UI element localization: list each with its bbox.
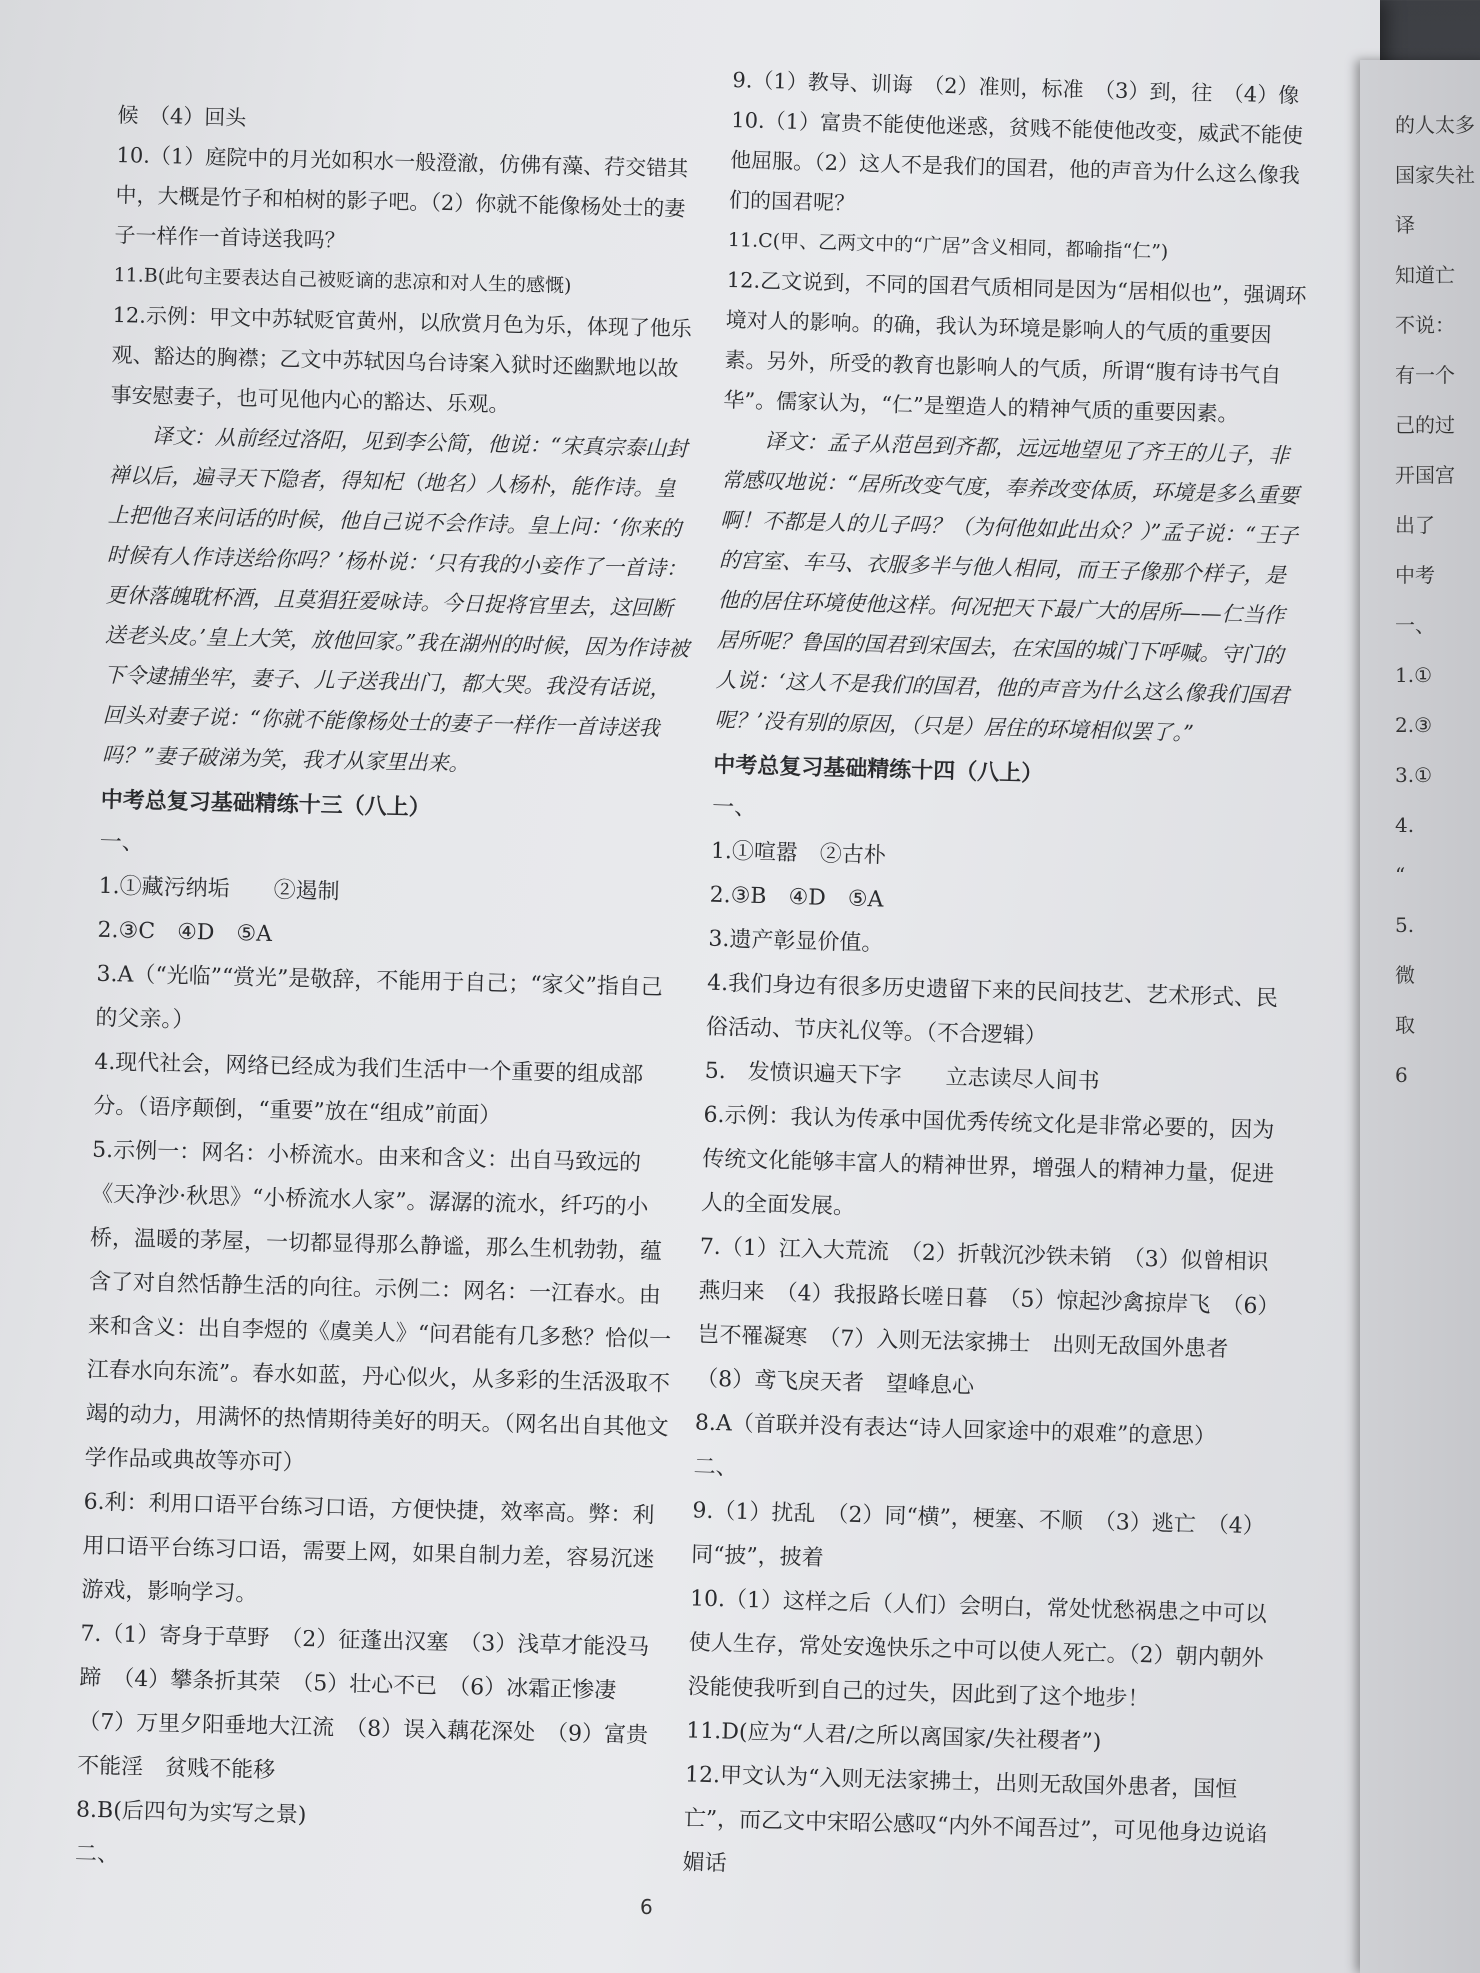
- text-line: 候 （4）回头: [117, 102, 247, 131]
- section-title: 中考总复习基础精练十四（八上）: [712, 752, 1044, 787]
- edge-line: 己的过: [1395, 413, 1455, 437]
- answer-line: 3.A（“光临”“赏光”是敬辞，不能用于自己；“家父”指自己的父亲。）: [95, 961, 664, 1034]
- answer-line: 8.B(后四句为实写之景): [75, 1797, 307, 1829]
- edge-line: 开国宫: [1395, 463, 1455, 487]
- edge-line: 1.①: [1395, 663, 1433, 687]
- edge-line: 4.: [1395, 813, 1415, 837]
- translation-paragraph: 译文：从前经过洛阳，见到李公简，他说：“宋真宗泰山封禅以后，遍寻天下隐者，得知杞（地名）人杨朴，能作诗。皇上把他召来问话的时候，他自己说不会作诗。皇上问：‘你来的时候有人作诗送给你吗？’杨朴说：‘只有我的小妾作了一首诗：更休落魄耽杯酒，且莫猖狂爱咏诗。今日捉将官里去，这回断送老头皮。’皇上大笑，放他回家。”我在湖州的时候，因为作诗被下令逮捕坐牢，妻子、儿子送我出门，都大哭。我没有话说，回头对妻子说：“你就不能像杨处士的妻子一样作一首诗送我吗？”妻子破涕为笑，我才从家里出来。: [101, 423, 690, 776]
- answer-line: 2.③B ④D ⑤A: [709, 882, 884, 913]
- section-mark: 一、: [99, 829, 145, 856]
- answer-line: 4.现代社会，网络已经成为我们生活中一个重要的组成部分。（语序颠倒，“重要”放在“组成”前面）: [92, 1049, 644, 1129]
- answer-line: 9.（1）扰乱 （2）同“横”，梗塞、不顺 （3）逃亡 （4）同“披”，披着: [690, 1498, 1266, 1572]
- answer-line: 4.我们身边有很多历史遗留下来的民间技艺、艺术形式、民俗活动、节庆礼仪等。（不合逻辑）: [705, 970, 1279, 1050]
- page-number: 6: [640, 1895, 653, 1919]
- answer-line: 2.③C ④D ⑤A: [97, 917, 273, 948]
- section-mark: 二、: [693, 1454, 739, 1481]
- answer-line: 6.示例：我认为传承中国优秀传统文化是非常必要的，因为传统文化能够丰富人的精神世界，增强人的精神力量，促进人的全面发展。: [700, 1102, 1275, 1220]
- answer-line: 10.（1）这样之后（人们）会明白，常处忧愁祸患之中可以使人生存，常处安逸快乐之中可以使人死亡。（2）朝内朝外没能使我听到自己的过失，因此到了这个地步！: [687, 1586, 1268, 1713]
- edge-line: 3.①: [1395, 763, 1433, 787]
- translation-paragraph: 译文：孟子从范邑到齐都，远远地望见了齐王的儿子，非常感叹地说：“居所改变气度，奉养改变体质，环境是多么重要啊！不都是人的儿子吗？（为何他如此出众？）”孟子说：“王子的宫室、车马、衣服多半与他人相同，而王子像那个样子，是他的居住环境使他这样。何况把天下最广大的居所——仁当作居所呢？鲁国的国君到宋国去，在宋国的城门下呼喊。守门的人说：‘这人不是我们的国君，他的声音为什么这么像我们国君呢？’没有别的原因，（只是）居住的环境相似罢了。”: [714, 429, 1300, 746]
- text-line: 11.C(甲、乙两文中的“广居”含义相同，都喻指“仁”): [727, 228, 1169, 264]
- edge-line: 5.: [1395, 913, 1415, 937]
- text-line: 12.示例：甲文中苏轼贬官黄州，以欣赏月色为乐，体现了他乐观、豁达的胸襟；乙文中苏轼因乌台诗案入狱时还幽默地以故事安慰妻子，也可见他内心的豁达、乐观。: [110, 302, 693, 417]
- edge-line: 不说：: [1395, 313, 1455, 337]
- text-line: 10.（1）庭院中的月光如积水一般澄澈，仿佛有藻、荇交错其中，大概是竹子和柏树的影子吧。（2）你就不能像杨处士的妻子一样作一首诗送我吗？: [114, 142, 689, 253]
- edge-line: 中考: [1395, 563, 1435, 587]
- edge-line: 取: [1395, 1013, 1415, 1037]
- answer-line: 8.A（首联并没有表达“诗人回家途中的艰难”的意思）: [694, 1410, 1217, 1451]
- answer-line: 6.利：利用口语平台练习口语，方便快捷，效率高。弊：利用口语平台练习口语，需要上网，如果自制力差，容易沉迷游戏，影响学习。: [81, 1489, 655, 1607]
- answer-line: 12.甲文认为“入则无法家拂士，出则无敌国外患者，国恒亡”，而乙文中宋昭公感叹“内外不闻吾过”，可见他身边说谄媚话: [682, 1762, 1268, 1877]
- section-title: 中考总复习基础精练十三（八上）: [100, 787, 431, 821]
- edge-line: 微: [1395, 963, 1415, 987]
- edge-column: [1395, 100, 1480, 1100]
- edge-line: 一、: [1395, 613, 1435, 637]
- answer-line: 5.示例一：网名：小桥流水。由来和含义：出自马致远的《天净沙·秋思》“小桥流水人家”。潺潺的流水，纤巧的小桥，温暖的茅屋，一切都显得那么静谧，那么生机勃勃，蕴含了对自然恬静生活的向往。示例二：网名：一江春水。由来和含义：出自李煜的《虞美人》“问君能有几多愁？恰似一江春水向东流”。春水如蓝，丹心似火，从多彩的生活汲取不竭的动力，用满怀的热情期待美好的明天。（网名出自其他文学作品或典故等亦可）: [84, 1137, 672, 1476]
- right-column: [682, 60, 1318, 1902]
- edge-line: 有一个: [1395, 363, 1455, 387]
- answer-line: 11.D(应为“人君/之所以离国家/失社稷者”): [685, 1718, 1102, 1755]
- text-line: 11.B(此句主要表达自己被贬谪的悲凉和对人生的感慨): [113, 263, 572, 298]
- edge-line: 译: [1395, 213, 1415, 237]
- edge-line: 国家失社: [1395, 163, 1475, 187]
- edge-line: “: [1395, 863, 1406, 887]
- text-line: 10.（1）富贵不能使他迷惑，贫贱不能使他改变，威武不能使他屈服。（2）这人不是我们的国君，他的声音为什么这么像我们的国君呢？: [728, 107, 1304, 216]
- edge-line: 知道亡: [1395, 263, 1455, 287]
- answer-line: 1.①藏污纳垢 ②遏制: [98, 873, 340, 905]
- answer-line: 7.（1）江入大荒流 （2）折戟沉沙铁未销 （3）似曾相识燕归来 （4）我报路长嗟日暮 （5）惊起沙禽掠岸飞 （6）岂不罹凝寒 （7）入则无法家拂士 出则无敌国外患者 （8）鸢飞戾天者 望峰息心: [695, 1234, 1280, 1400]
- text-line: 9.（1）教导、训诲 （2）准则，标准 （3）到，往 （4）像: [732, 67, 1300, 108]
- edge-line: 2.③: [1395, 713, 1433, 737]
- left-column: [74, 95, 702, 1891]
- answer-line: 7.（1）寄身于草野 （2）征蓬出汉塞 （3）浅草才能没马蹄 （4）攀条折其荣 （5）壮心不已 （6）冰霜正惨凄 （7）万里夕阳垂地大江流 （8）误入藕花深处 （9）富贵不能淫 贫贱不能移: [76, 1621, 650, 1784]
- text-line: 12.乙文说到，不同的国君气质相同是因为“居相似也”，强调环境对人的影响。的确，我认为环境是影响人的气质的重要因素。另外，所受的教育也影响人的气质，所谓“腹有诗书气自华”。儒家认为，“仁”是塑造人的精神气质的重要因素。: [723, 267, 1307, 427]
- section-mark: 二、: [74, 1841, 120, 1868]
- answer-line: 3.遗产彰显价值。: [708, 926, 884, 957]
- answer-line: 5. 发愤识遍天下字 立志读尽人间书: [704, 1058, 1100, 1095]
- answer-line: 1.①喧嚣 ②古朴: [710, 838, 887, 869]
- edge-line: 6: [1395, 1063, 1408, 1087]
- edge-line: 出了: [1395, 513, 1435, 537]
- edge-line: 的人太多: [1395, 113, 1475, 137]
- section-mark: 一、: [711, 794, 757, 821]
